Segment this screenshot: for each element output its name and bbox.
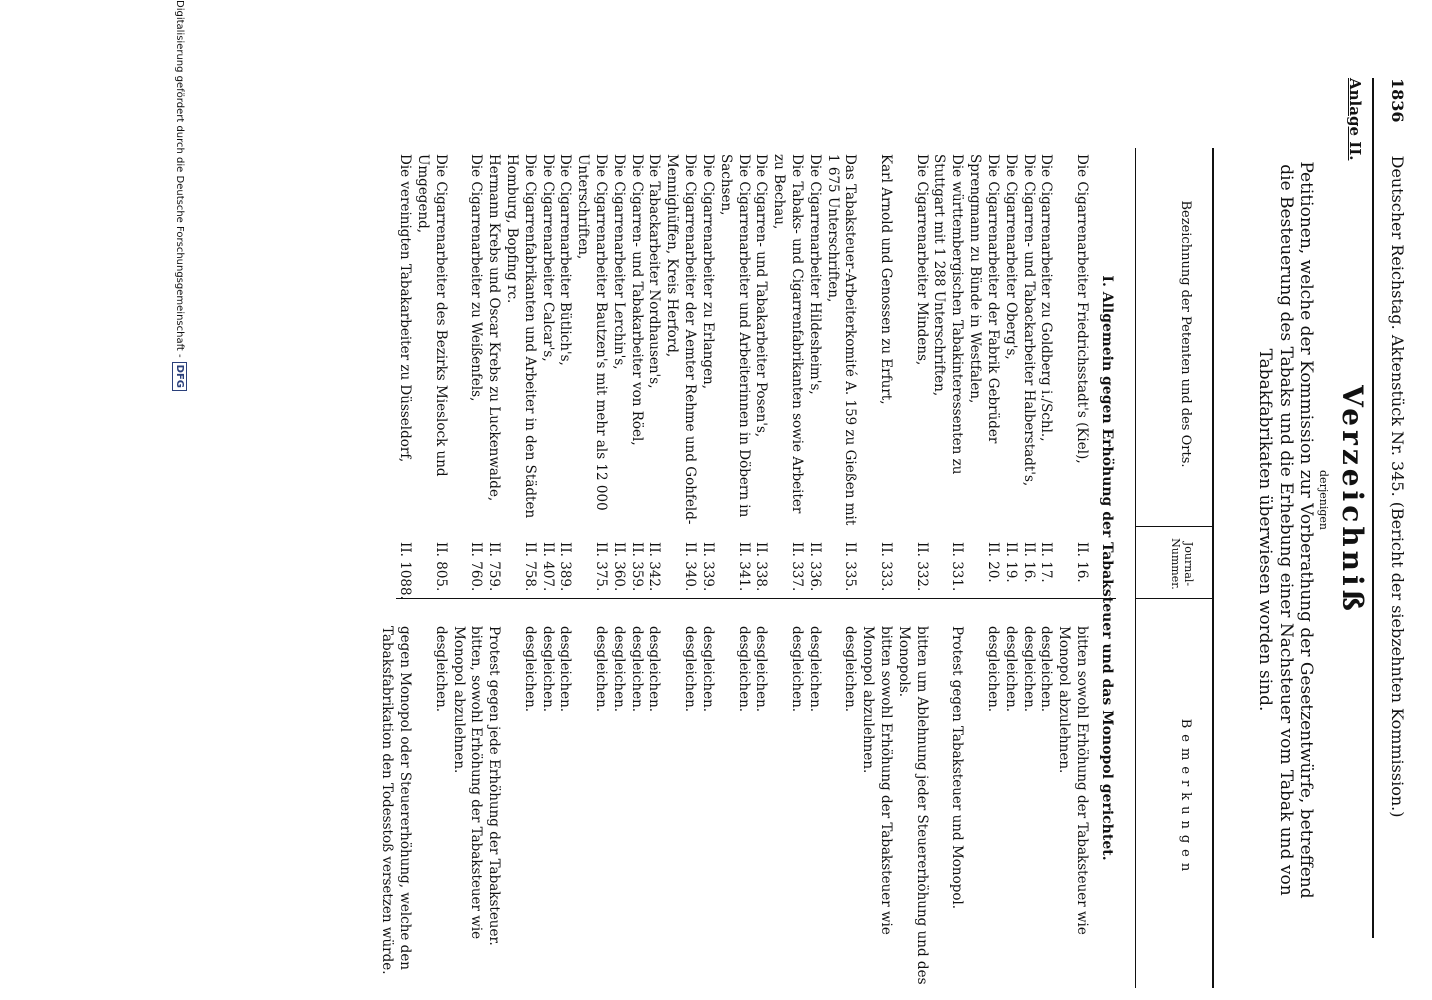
- journal-number: II. 342.: [646, 542, 663, 592]
- remark: desgleichen.: [753, 626, 770, 713]
- petitioner-name: Die Cigarrenarbeiter Hildesheim's,: [806, 154, 823, 395]
- journal-number: II. 341.: [735, 542, 752, 592]
- table-row: [894, 148, 930, 988]
- petitioner-name: Die Cigarrenarbeiter zu Goldberg i./Schl.,: [1038, 154, 1055, 442]
- page-number: 1836: [1388, 78, 1407, 123]
- journal-number: II. 339.: [699, 542, 716, 592]
- remark: desgleichen.: [557, 626, 574, 713]
- journal-number: II. 17.: [1038, 542, 1055, 583]
- journal-number: II. 389.: [557, 542, 574, 592]
- journal-number: II. 16.: [1020, 542, 1037, 583]
- journal-number: II. 759.: [486, 542, 503, 592]
- remark: bitten sowohl Erhöhung der Tabaksteuer wie Monopol abzulehnen.: [1056, 626, 1090, 935]
- remark: desgleichen.: [1038, 626, 1055, 713]
- petitioner-name: Hermann Krebs und Oscar Krebs zu Luckenwalde,: [486, 154, 503, 502]
- journal-number: II. 758.: [521, 542, 538, 592]
- petitioner-name: Die württembergischen Tabakinteressenten zu Stuttgart mit 1 288 Unterschriften,: [931, 154, 966, 475]
- petitioner-name: Die Cigarrenarbeiter Calcar's,: [539, 154, 556, 362]
- journal-number: II. 407.: [539, 542, 556, 592]
- journal-number: II. 338.: [753, 542, 770, 592]
- table-row: [502, 148, 538, 988]
- remark: desgleichen.: [432, 626, 449, 713]
- header-divider-1: [1136, 526, 1212, 527]
- table-row: [538, 148, 556, 988]
- remark: desgleichen.: [699, 626, 716, 713]
- table-row: [663, 148, 699, 988]
- anlage-label: Anlage II.: [1346, 78, 1364, 161]
- page-subtitle: derjenigen: [1317, 470, 1330, 530]
- petitioner-name: Das Tabaksteuer-Arbeiterkomité A. 159 zu Gießen mit 1 675 Unterschriften,: [824, 154, 859, 526]
- petitioner-name: Die Cigarrenarbeiter Oberg's,: [1002, 154, 1019, 360]
- table-row: [930, 148, 966, 988]
- petitioner-name: Die Cigarrenfabrikanten und Arbeiter in den Städten Homburg, Bopfing rc.: [504, 154, 538, 519]
- table-row: [413, 148, 449, 988]
- table-row: [1037, 148, 1055, 988]
- petition-table: [379, 148, 1214, 988]
- table-row: [805, 148, 823, 988]
- table-row: [769, 148, 805, 988]
- remark: desgleichen.: [628, 626, 645, 713]
- journal-number: II. 337.: [789, 542, 805, 592]
- table-row: [378, 148, 414, 988]
- journal-number: II. 332.: [913, 542, 930, 592]
- table-row: [484, 148, 502, 988]
- table-row: [645, 148, 663, 988]
- table-row: [1054, 148, 1090, 988]
- running-title: Deutscher Reichstag. Aktenstück Nr. 345. (Bericht der siebzehnten Kommission.): [1388, 155, 1407, 818]
- remark: desgleichen.: [842, 626, 859, 713]
- table-row: [752, 148, 770, 988]
- rotated-document: [162, 0, 1412, 1000]
- petitioner-name: Die Cigarrenarbeiter und Arbeiterinnen in Döbern in Sachsen,: [717, 154, 752, 518]
- digitization-text: Digitalisierung gefördert durch die Deutsche Forschungsgemeinschaft -: [174, 0, 185, 358]
- journal-number: II. 375.: [593, 542, 610, 592]
- petitioner-name: Die Cigarrenarbeiter zu Erlangen,: [699, 154, 716, 390]
- petitioner-name: Die Cigarrenarbeiter der Aemter Rehme und Gohfeld-Mennighüffen, Kreis Herford,: [664, 154, 699, 525]
- journal-number: II. 360.: [610, 542, 627, 592]
- journal-number: II. 336.: [806, 542, 823, 592]
- journal-number: II. 1088.: [397, 542, 414, 600]
- table-row: [858, 148, 894, 988]
- remark: desgleichen.: [1002, 626, 1019, 713]
- journal-number: II. 359.: [628, 542, 645, 592]
- table-rows: [378, 148, 1091, 988]
- table-header: [1135, 148, 1212, 988]
- journal-number: II. 333.: [878, 542, 895, 592]
- table-row: [965, 148, 1001, 988]
- table-row: [449, 148, 485, 988]
- remark: gegen Monopol oder Steuererhöhung, welche den Tabaksfabrikation den Todesstoß versetzen würde.: [379, 626, 414, 975]
- petitioner-name: Die Cigarrenarbeiter der Fabrik Gebrüder Sprengmann zu Bünde in Westfalen,: [967, 154, 1001, 444]
- header-rule: [1372, 78, 1374, 938]
- remark: bitten, sowohl Erhöhung der Tabaksteuer wie Monopol abzulehnen.: [450, 626, 485, 940]
- petitioner-name: Die Cigarren- und Tabakarbeiter Posen's,: [753, 154, 770, 438]
- remark: desgleichen.: [806, 626, 823, 713]
- header-divider-2: [1136, 598, 1212, 599]
- digitization-note: [172, 0, 187, 1000]
- remark: desgleichen.: [610, 626, 627, 713]
- page-title: Verzeichniß: [1336, 385, 1369, 615]
- petitioner-name: Die Cigarren- und Tabackarbeiter Halberstadt's,: [1020, 154, 1037, 487]
- remark: desgleichen.: [1020, 626, 1037, 713]
- remark: bitten sowohl Erhöhung der Tabaksteuer wie Monopol abzulehnen.: [860, 626, 895, 935]
- remark: Protest gegen jede Erhöhung der Tabaksteuer.: [486, 626, 503, 946]
- petitioner-name: Die Cigarrenarbeiter Friedrichsstadt's (Kiel),: [1074, 154, 1090, 464]
- table-row: [573, 148, 609, 988]
- journal-number: II. 340.: [682, 542, 699, 592]
- remark: desgleichen.: [521, 626, 538, 713]
- table-row: [1019, 148, 1037, 988]
- remark: desgleichen.: [682, 626, 699, 713]
- petitioner-name: Die Tabackarbeiter Nordhausen's,: [646, 154, 663, 389]
- table-row: [698, 148, 716, 988]
- col-journal-header: Journal-Nummer.: [1169, 538, 1195, 590]
- table-row: [823, 148, 859, 988]
- lead-text: Petitionen, welche der Kommission zur Vorberathung der Gesetzentwürfe, betreffend die Besteuerung des Tabaks und die Erhebung einer Nachsteuer vom Tabak und von Tabakfabrikaten überwiesen worden sind.: [1255, 161, 1316, 899]
- dfg-logo: DFG: [172, 362, 187, 391]
- petitioner-name: Die Cigarrenarbeiter zu Weißenfels,: [468, 154, 485, 402]
- table-row: [556, 148, 574, 988]
- journal-number: II. 331.: [949, 542, 966, 592]
- remark: desgleichen.: [593, 626, 610, 713]
- journal-number: II. 16.: [1074, 542, 1090, 583]
- petitioner-name: Karl Arnold und Genossen zu Erfurt,: [878, 154, 895, 405]
- petitioner-name: Die Cigarrenarbeiter Bautzen's mit mehr als 12 000 Unterschriften,: [575, 154, 610, 511]
- remark: bitten um Ablehnung jeder Steuererhöhung und des Monopols.: [895, 626, 930, 985]
- remark: Protest gegen Tabaksteuer und Monopol.: [949, 626, 966, 910]
- col-name-header: Bezeichnung der Petenten und des Orts.: [1178, 200, 1193, 468]
- journal-number: II. 805.: [432, 542, 449, 592]
- journal-number: II. 760.: [468, 542, 485, 592]
- table-row: [627, 148, 645, 988]
- remark: desgleichen.: [735, 626, 752, 713]
- table-row: [1001, 148, 1019, 988]
- petitioner-name: Die Cigarrenarbeiter Mindens,: [913, 154, 930, 366]
- petitioner-name: Die Cigarrenarbeiter Lerchin's,: [610, 154, 627, 370]
- journal-number: II. 20.: [984, 542, 1001, 583]
- col-remarks-header: Bemerkungen: [1178, 718, 1193, 878]
- table-row: [609, 148, 627, 988]
- journal-number: II. 19.: [1002, 542, 1019, 583]
- remark: desgleichen.: [646, 626, 663, 713]
- petitioner-name: Die Cigarrenarbeiter des Bezirks Mieslock und Umgegend,: [414, 154, 449, 477]
- petitioner-name: Die Cigarren- und Tabakarbeiter von Röel,: [628, 154, 645, 446]
- remark: desgleichen.: [789, 626, 805, 713]
- table-row: [716, 148, 752, 988]
- remark: desgleichen.: [539, 626, 556, 713]
- journal-number: II. 335.: [842, 542, 859, 592]
- remark: desgleichen.: [984, 626, 1001, 713]
- section-heading: I. Allgemein gegen Erhöhung der Tabaksteuer und das Monopol gerichtet.: [1099, 275, 1115, 861]
- petitioner-name: Die Tabaks- und Cigarrenfabrikanten sowie Arbeiter zu Bechau,: [771, 154, 805, 514]
- petitioner-name: Die vereinigten Tabakarbeiter zu Düsseldorf,: [397, 154, 414, 463]
- petitioner-name: Die Cigarrenarbeiter Bütlich's,: [557, 154, 574, 366]
- running-header: [1387, 78, 1408, 938]
